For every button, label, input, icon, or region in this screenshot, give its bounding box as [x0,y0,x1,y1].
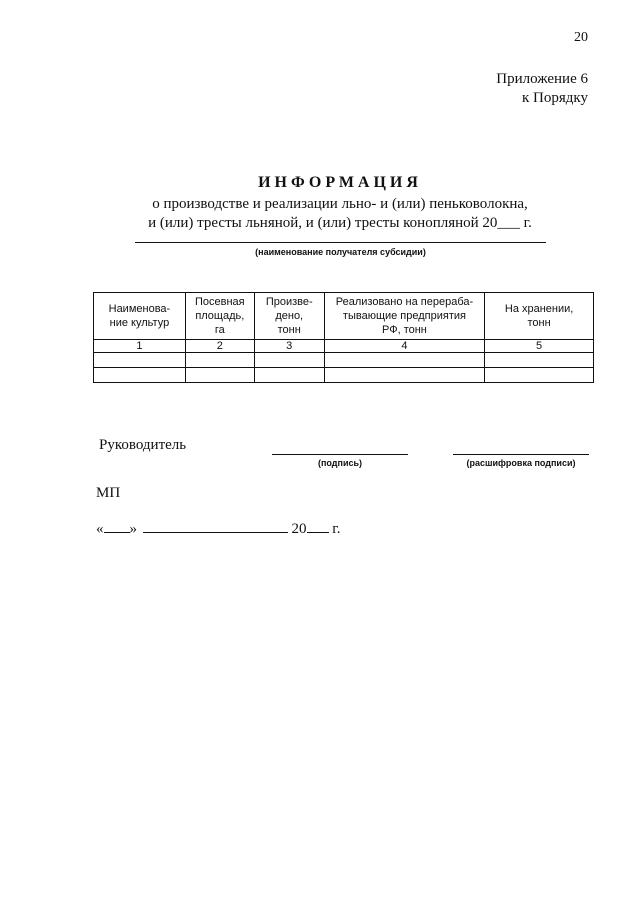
table-cell[interactable] [485,353,594,368]
header-in-storage: На хранении, тонн [485,293,594,340]
day-blank[interactable] [104,520,130,533]
table-cell[interactable] [94,368,186,383]
column-number: 2 [185,340,254,353]
table-cell[interactable] [94,353,186,368]
info-table [93,292,594,383]
recipient-name-line[interactable] [135,242,546,243]
column-number: 3 [254,340,324,353]
header-crop-name: Наименова- ние культур [94,293,186,340]
header-produced: Произве- дено, тонн [254,293,324,340]
column-number: 1 [94,340,186,353]
document-subtitle [0,195,640,233]
signature-decode-line[interactable] [453,454,589,455]
header-sold: Реализовано на перераба- тывающие предприятия РФ, тонн [324,293,485,340]
month-blank[interactable] [143,520,288,533]
appendix-line-2: к Порядку [522,90,588,106]
subtitle-line-1: о производстве и реализации льно- и (или) пеньковолокна, [152,196,528,212]
stamp-label: МП [96,485,121,501]
document-title: ИНФОРМАЦИЯ [258,174,422,191]
subtitle-line-2: и (или) тресты льняной, и (или) тресты конопляной 20___ г. [148,215,532,231]
year-blank[interactable] [307,520,329,533]
table-column-numbers-row [94,340,594,353]
column-number: 5 [485,340,594,353]
appendix-reference [496,70,588,108]
appendix-line-1: Приложение 6 [496,71,588,87]
signature-line[interactable] [272,454,408,455]
date-line [96,520,340,538]
signature-caption: (подпись) [317,458,363,468]
page-number: 20 [574,30,588,45]
recipient-caption: (наименование получателя субсидии) [255,247,426,257]
header-sown-area: Посевная площадь, га [185,293,254,340]
table-cell[interactable] [254,353,324,368]
table-cell[interactable] [185,368,254,383]
table-cell[interactable] [185,353,254,368]
date-close-quote: » [129,521,137,537]
table-cell[interactable] [324,353,485,368]
head-role-label: Руководитель [99,437,187,453]
date-open-quote: « [96,521,104,537]
table-cell[interactable] [485,368,594,383]
table-cell[interactable] [324,368,485,383]
year-prefix: 20 [291,521,307,537]
year-suffix: г. [332,521,341,537]
table-cell[interactable] [254,368,324,383]
table-row [94,353,594,368]
column-number: 4 [324,340,485,353]
signature-decode-caption: (расшифровка подписи) [466,458,576,468]
table-header-row [94,293,594,340]
table-row [94,368,594,383]
